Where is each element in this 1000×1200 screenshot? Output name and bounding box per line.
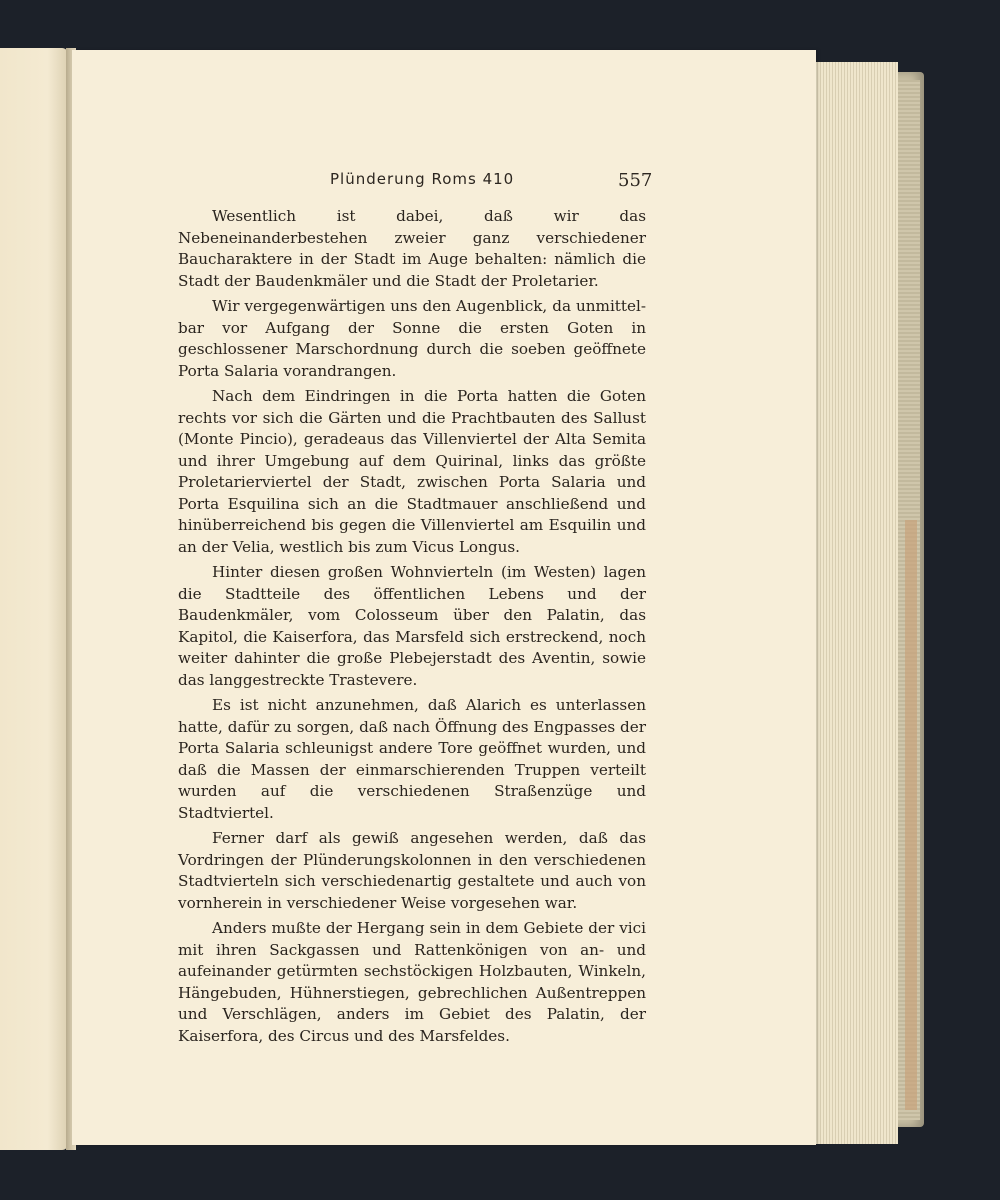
paragraph: Hinter diesen großen Wohnvierteln (im Westen) lagen die Stadtteile des öffentlichen Lebens und der Baudenkmäler, vom Colosseum über den Palatin, das Kapitol, die Kaiserfora, das Marsfeld sich erstreckend, noch weiter dahinter die große Plebejerstadt des Aventin, sowie das langgestreckte Trastevere. — [178, 563, 646, 689]
paragraph: Ferner darf als gewiß angesehen werden, daß das Vordringen der Plünderungskolonnen in den verschiedenen Stadtvierteln sich verschiedenartig gestaltete und auch von vornherein in verschiedener Weise vorgesehen war. — [178, 829, 646, 912]
running-head-title: Plünderung Roms 410 — [330, 170, 515, 188]
paragraph: Wir vergegenwärtigen uns den Augenblick, da unmittelbar vor Aufgang der Sonne die ersten Goten in geschlossener Marschordnung durch die soeben geöffnete Porta Salaria vorandrangen. — [178, 297, 646, 380]
paragraph: Nach dem Eindringen in die Porta hatten die Goten rechts vor sich die Gärten und die Prachtbauten des Sallust (Monte Pincio), geradeaus das Villenviertel der Alta Semita und ihrer Umgebung auf dem Quirinal, links das größte Proletarierviertel der Stadt, zwischen Porta Salaria und Porta Esquilina sich an die Stadtmauer anschließend und hinüberreichend bis gegen die Villenviertel am Esquilin und an der Velia, westlich bis zum Vicus Longus. — [178, 387, 646, 556]
left-page — [0, 48, 68, 1150]
page-number: 557 — [618, 170, 653, 191]
paragraph: Anders mußte der Hergang sein in dem Gebiete der vici mit ihren Sackgassen und Rattenkönigen von an- und aufeinander getürmten sechstöckigen Holzbauten, Winkeln, Hängebuden, Hühnerstiegen, gebrechlichen Außentreppen und Verschlägen, anders im Gebiet des Palatin, der Kaiserfora, des Circus und des Marsfeldes. — [178, 919, 646, 1045]
page-edge-shading — [905, 520, 917, 1110]
paragraph: Wesentlich ist dabei, daß wir das Nebeneinanderbestehen zweier ganz verschiedener Baucharaktere in der Stadt im Auge behalten: nämlich die Stadt der Baudenkmäler und die Stadt der Proletarier. — [178, 207, 646, 290]
body-text — [178, 206, 646, 1047]
paragraph: Es ist nicht anzunehmen, daß Alarich es unterlassen hatte, dafür zu sorgen, daß nach Öffnung des Engpasses der Porta Salaria schleunigst andere Tore geöffnet wurden, und daß die Massen der einmarschierenden Truppen verteilt wurden auf die verschiedenen Straßenzüge und Stadtviertel. — [178, 696, 646, 822]
page-edges — [812, 62, 898, 1144]
